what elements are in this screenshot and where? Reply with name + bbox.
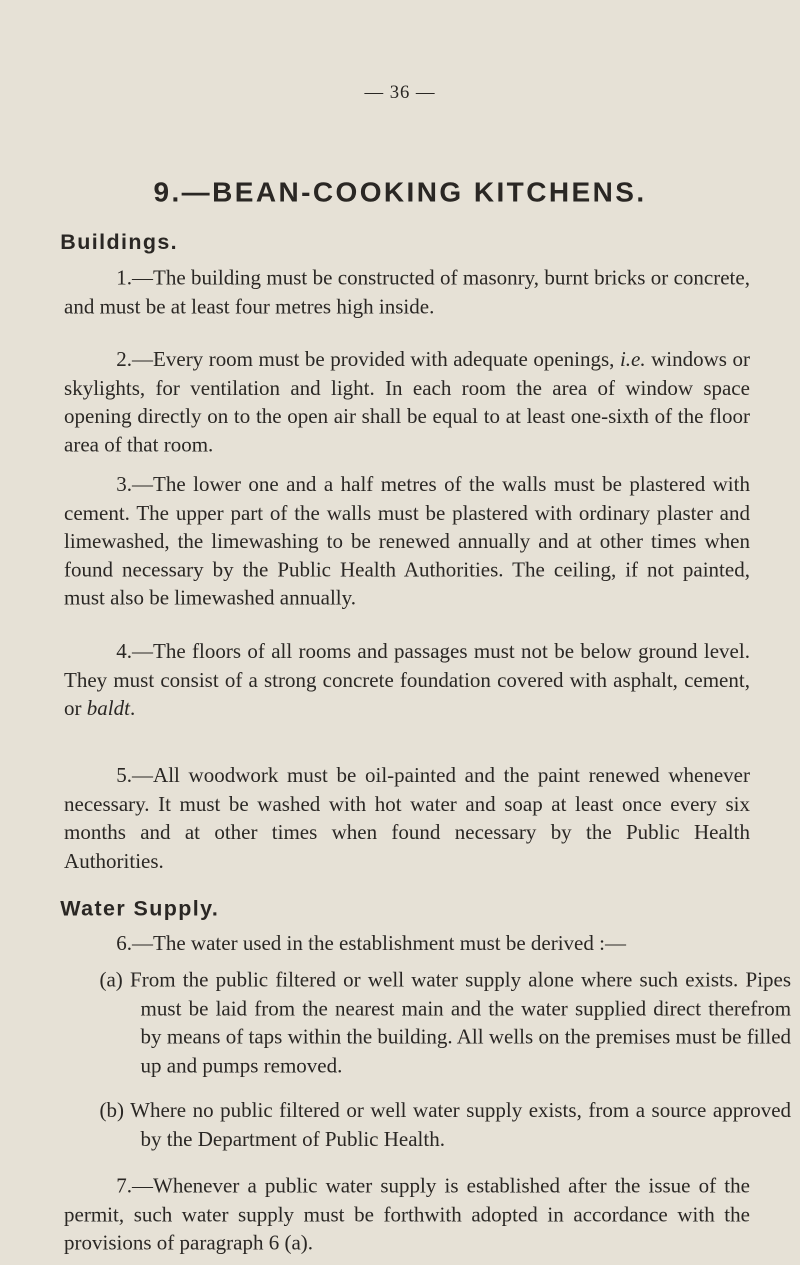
paragraph-1: 1.—The building must be constructed of masonry, burnt bricks or concrete, and must be at least four metres high inside. <box>64 265 750 318</box>
paragraph-2: 2.—Every room must be provided with adequate openings, i.e. windows or skylights, for ventilation and light. In each room the area of window space opening directly on to the open air shall be equal to at least one-sixth of the floor area of that room. <box>64 347 750 456</box>
document-page <box>27 0 792 1255</box>
page-number: — 36 — <box>364 82 436 103</box>
list-item-b: (b) Where no public filtered or well water supply exists, from a source approved by the Department of Public Health. <box>99 1098 792 1151</box>
paragraph-6-intro: 6.—The water used in the establishment must be derived :— <box>116 931 626 955</box>
section-heading-buildings: Buildings. <box>60 229 179 254</box>
paragraph-5: 5.—All woodwork must be oil-painted and the paint renewed whenever necessary. It must be washed with hot water and soap at least once every six months and at other times when found necessary by the Public Health Authorities. <box>64 763 750 873</box>
list-item-a: (a) From the public filtered or well water supply alone where such exists. Pipes must be laid from the nearest main and the water supplied direct therefrom by means of taps within the building. All wells on the premises must be filled up and pumps removed. <box>99 967 792 1077</box>
paragraph-3: 3.—The lower one and a half metres of the walls must be plastered with cement. The upper part of the walls must be plastered with ordinary plaster and limewashed, the limewashing to be renewed annually and at other times when found necessary by the Public Health Authorities. The ceiling, if not painted, must also be limewashed annually. <box>64 472 750 610</box>
paragraph-7: 7.—Whenever a public water supply is established after the issue of the permit, such water supply must be forthwith adopted in accordance with the provisions of paragraph 6 (a). <box>64 1174 750 1255</box>
page-title: 9.—BEAN-COOKING KITCHENS. <box>153 177 647 209</box>
paragraph-4: 4.—The floors of all rooms and passages must not be below ground level. They must consist of a strong concrete foundation covered with asphalt, cement, or baldt. <box>64 639 750 720</box>
section-heading-water-supply: Water Supply. <box>60 895 220 921</box>
